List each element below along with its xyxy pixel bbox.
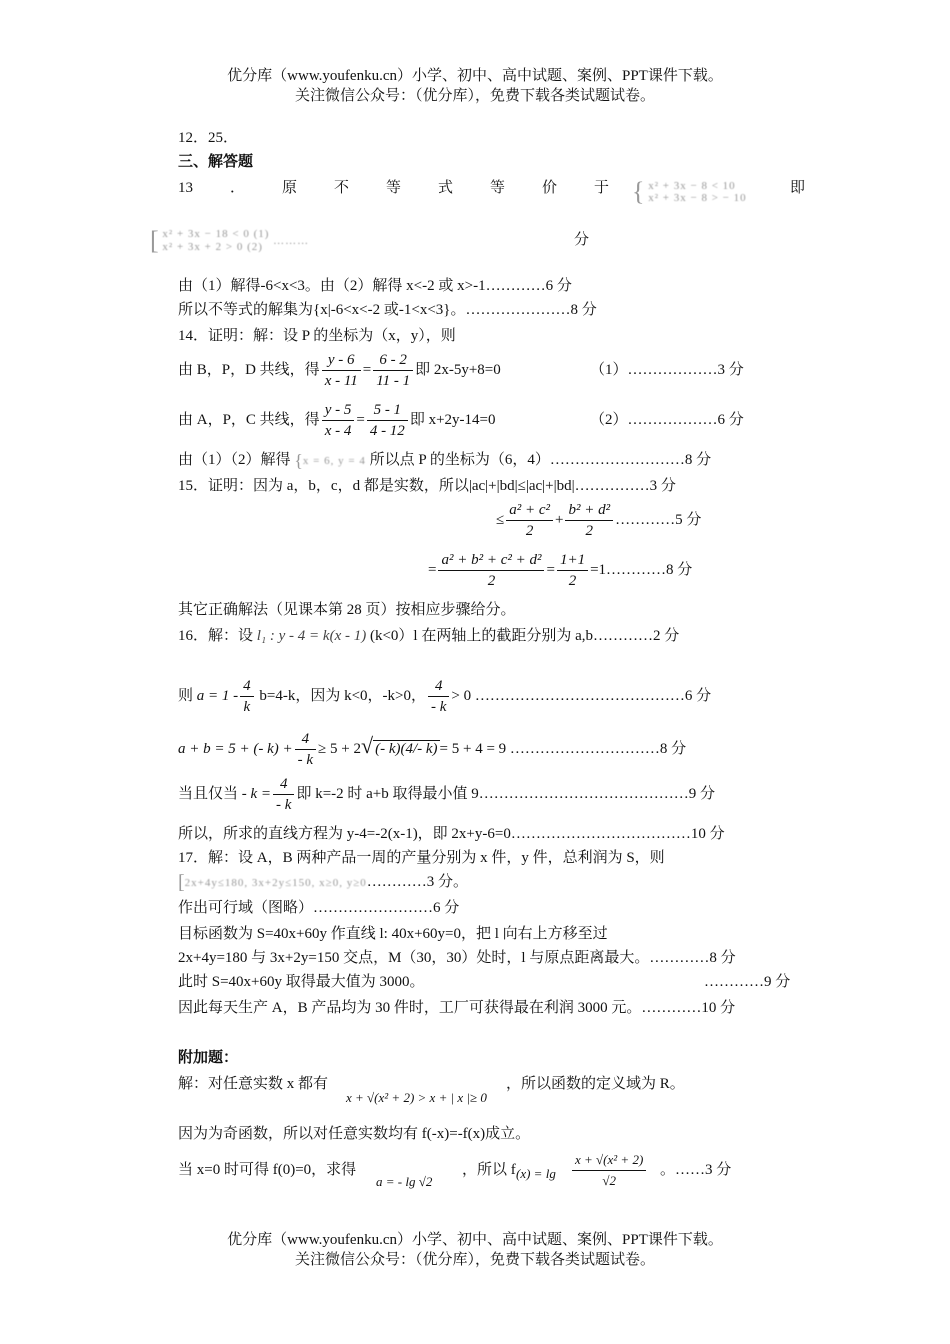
q14-l4-system: x = 6, y = 4 [302,455,366,467]
q15-tail-2: =1…………8 分 [590,562,693,578]
q16-l3-a: a + b = 5 + (- k) + [178,741,293,757]
q14-l4-result: 所以点 P 的坐标为（6，4）………………………8 分 [369,452,712,468]
q13-line-3: 由（1）解得-6<x<3。由（2）解得 x<-2 或 x>-1…………6 分 [178,278,572,294]
q16-l1-math: l₁ : y - 4 = k(x - 1) [256,628,367,644]
q13-char: ． [230,180,246,196]
q13-sys-b1: x² + 3x − 18 < 0 (1) [162,228,270,240]
q15-eq-2: = [546,562,555,578]
q16-l2-text: 则 [178,688,194,704]
extra-l1-math-text: x + √(x² + 2) > x + | x |≥ 0 [346,1090,487,1105]
fraction-numerator: 5 - 1 [367,400,408,421]
q16-l3-b: ≥ 5 + 2 [318,741,361,757]
q13-sys-a2: x² + 3x − 8 > − 10 [648,192,747,204]
fraction-denominator: - k [297,752,314,769]
fraction-denominator: √2 [602,1173,616,1188]
header-line-1: 优分库（www.youfenku.cn）小学、初中、高中试题、案例、PPT课件下载。 [227,68,723,84]
q13-char: 价 [542,180,558,196]
fraction-numerator: 4 [273,774,294,795]
extra-l3-math-text: a = - lg √2 [376,1174,433,1189]
extra-line-1 [178,1074,328,1094]
q16-line-1 [178,626,679,646]
q17-line-6: 此时 S=40x+60y 取得最大值为 3000。 [178,974,425,990]
q17-line-2: [2x+4y≤180, 3x+2y≤150, x≥0, y≥0…………3 分。 [178,871,468,894]
q13-system-a: { x² + 3x − 8 < 10 x² + 3x − 8 > − 10 [632,177,747,206]
fraction-numerator: 6 - 2 [373,350,413,371]
fraction-denominator: x - 4 [324,423,352,440]
fraction-numerator: 4 [295,729,316,750]
extra-l3-post: 。……3 分 [660,1162,732,1178]
section-heading: 三、解答题 [178,154,254,170]
fraction-numerator: 4 [240,676,254,697]
extra-l3-mid: ，所以 f [462,1162,516,1178]
q14-line-4: 由（1）（2）解得 {x = 6, y = 4 所以点 P 的坐标为（6，4）………………………8 分 [178,450,712,471]
header-line-2: 关注微信公众号：（优分库），免费下载各类试题试卷。 [294,88,655,104]
q17-line-5: 2x+4y=180 与 3x+2y=150 交点，M（30，30）处时，l 与原点距离最大。…………8 分 [178,950,736,966]
extra-l3-fx-text: (x) = lg [516,1166,556,1181]
fraction-numerator: 4 [428,676,449,697]
q16-l3-post: = 5 + 4 = 9 …………………………8 分 [439,741,687,757]
q17-line-1: 17．解：设 A，B 两种产品一周的产量分别为 x 件，y 件，总利润为 S，则 [178,850,665,866]
q15-plus: + [555,512,564,528]
q14-l2-eq: 即 2x-5y+8=0 [415,362,501,378]
q14-l2-tail: （1）………………3 分 [590,362,744,378]
q15-line-3 [428,550,692,591]
q13-sys-b2: x² + 3x + 2 > 0 (2) [162,241,263,253]
fraction-denominator: 11 - 1 [376,373,411,390]
q15-note: 其它正确解法（见课本第 28 页）按相应步骤给分。 [178,602,516,618]
extra-l3-fraction [570,1150,648,1191]
q16-l3-sqrt: (- k)(4/- k) [375,741,438,757]
q15-line-1: 15．证明：因为 a，b，c，d 都是实数，所以|ac|+|bd|≤|ac|+|bd|……………3 分 [178,478,676,494]
fraction-numerator: x + √(x² + 2) [572,1150,646,1171]
extra-l1-post: ，所以函数的定义域为 R。 [506,1076,685,1092]
q16-line-2 [178,676,711,717]
q14-l2-text: 由 B，P，D 共线，得 [178,362,320,378]
q13-line-4: 所以不等式的解集为{x|-6<x<-2 或-1<x<3}。…………………8 分 [178,302,597,318]
fraction-numerator: b² + d² [565,500,613,521]
q15-eq: = [428,562,437,578]
q14-l3-tail: （2）………………6 分 [590,412,744,428]
q16-l2-mid: b=4-k，因为 k<0，-k>0， [259,688,427,704]
q17-line-3: 作出可行域（图略）……………………6 分 [178,900,460,916]
q15-tail-1: …………5 分 [615,512,702,528]
q15-le: ≤ [496,512,505,528]
q16-line-5: 所以，所求的直线方程为 y-4=-2(x-1)，即 2x+y-6=0………………………………10 分 [178,826,725,842]
q17-line-7: 因此每天生产 A，B 产品均为 30 件时，工厂可获得最在利润 3000 元。…………10 分 [178,1000,736,1016]
extra-line-2: 因为为奇函数，所以对任意实数均有 f(-x)=-f(x)成立。 [178,1126,531,1142]
fraction-denominator: 2 [568,573,577,590]
q17-system: 2x+4y≤180, 3x+2y≤150, x≥0, y≥0 [184,877,367,889]
q13-ji: 即 [790,180,806,196]
q16-l2-post: > 0 ……………………………………6 分 [451,688,712,704]
extra-l3-fx [516,1164,556,1184]
q16-l1-post: (k<0）l 在两轴上的截距分别为 a,b…………2 分 [369,628,680,644]
fraction-numerator: 1+1 [557,550,588,571]
q16-line-4 [178,774,715,815]
q13-char: 原 [282,180,298,196]
fraction-numerator: a² + b² + c² + d² [438,550,544,571]
q14-l3-text: 由 A，P，C 共线，得 [178,412,320,428]
q13-fen: 分 [574,232,590,248]
q13-char: 式 [438,180,454,196]
q17-line-2-tail: …………3 分。 [366,874,468,890]
q16-l4-text: 当且仅当 - [178,786,247,802]
q14-line-3: 由 A，P，C 共线，得 $\frac{y - 5}{x - 4}$ = $\frac{5 - 1}{4 - 12}$ 即 x+2y-14=0 [178,402,496,440]
fraction-denominator: 2 [585,523,594,540]
q14-l4-text: 由（1）（2）解得 [178,452,291,468]
q13-intro [178,178,646,198]
footer-line-2: 关注微信公众号：（优分库），免费下载各类试题试卷。 [294,1252,655,1268]
fraction-denominator: 2 [487,573,496,590]
q13-system-b: [ x² + 3x − 18 < 0 (1) x² + 3x + 2 > 0 (2) ……… [150,226,310,255]
fraction-denominator: k [243,699,251,716]
q16-l1-text: 16．解：设 [178,628,254,644]
fraction-numerator: y - 5 [322,400,355,421]
q17-line-6-tail: …………9 分 [704,974,791,990]
extra-l3-math [376,1172,432,1192]
extra-line-3-pre: 当 x=0 时可得 f(0)=0，求得 [178,1162,357,1178]
fraction-numerator: a² + c² [506,500,553,521]
q13-char: 13 [178,180,193,196]
fraction-denominator: - k [431,699,447,716]
fraction-denominator: x - 11 [324,373,358,390]
footer-line-1: 优分库（www.youfenku.cn）小学、初中、高中试题、案例、PPT课件下载。 [227,1232,723,1248]
q14-l3-eq: 即 x+2y-14=0 [409,412,496,428]
q14-line-1: 14．证明：解：设 P 的坐标为（x，y），则 [178,328,456,344]
q15-line-2 [496,500,701,541]
q17-line-4: 目标函数为 S=40x+60y 作直线 l: 40x+60y=0，把 l 向右上方移至过 [178,926,608,942]
q16-l2-a: a = 1 - [196,688,239,704]
q13-char: 不 [334,180,350,196]
q13-char: 等 [386,180,402,196]
fraction-denominator: - k [276,797,292,814]
fraction-denominator: 2 [525,523,534,540]
q16-l4-k: k = [250,786,272,802]
fraction-denominator: 4 - 12 [369,423,405,440]
extra-title: 附加题： [178,1050,239,1066]
q14-line-2: 由 B，P，D 共线，得 $\frac{y - 6}{x - 11}$ = $\frac{6 - 2}{11 - 1}$ 即 2x-5y+8=0 [178,352,501,390]
fraction-numerator: y - 6 [322,350,361,371]
q12-answer: 12．25． [178,130,239,146]
extra-l1-math [346,1088,487,1108]
q13-char: 等 [490,180,506,196]
q16-l4-post: 即 k=-2 时 a+b 取得最小值 9……………………………………9 分 [296,786,716,802]
extra-l1-text: 解：对任意实数 x 都有 [178,1076,329,1092]
q13-char: 于 [594,180,610,196]
q13-sys-a1: x² + 3x − 8 < 10 [648,180,736,192]
q16-line-3: a + b = 5 + (- k) + $\frac{4}{- k}$ ≥ 5 + 2√ (- k)(4/- k) = 5 + 4 = 9 …………………………8 分 [178,731,687,769]
